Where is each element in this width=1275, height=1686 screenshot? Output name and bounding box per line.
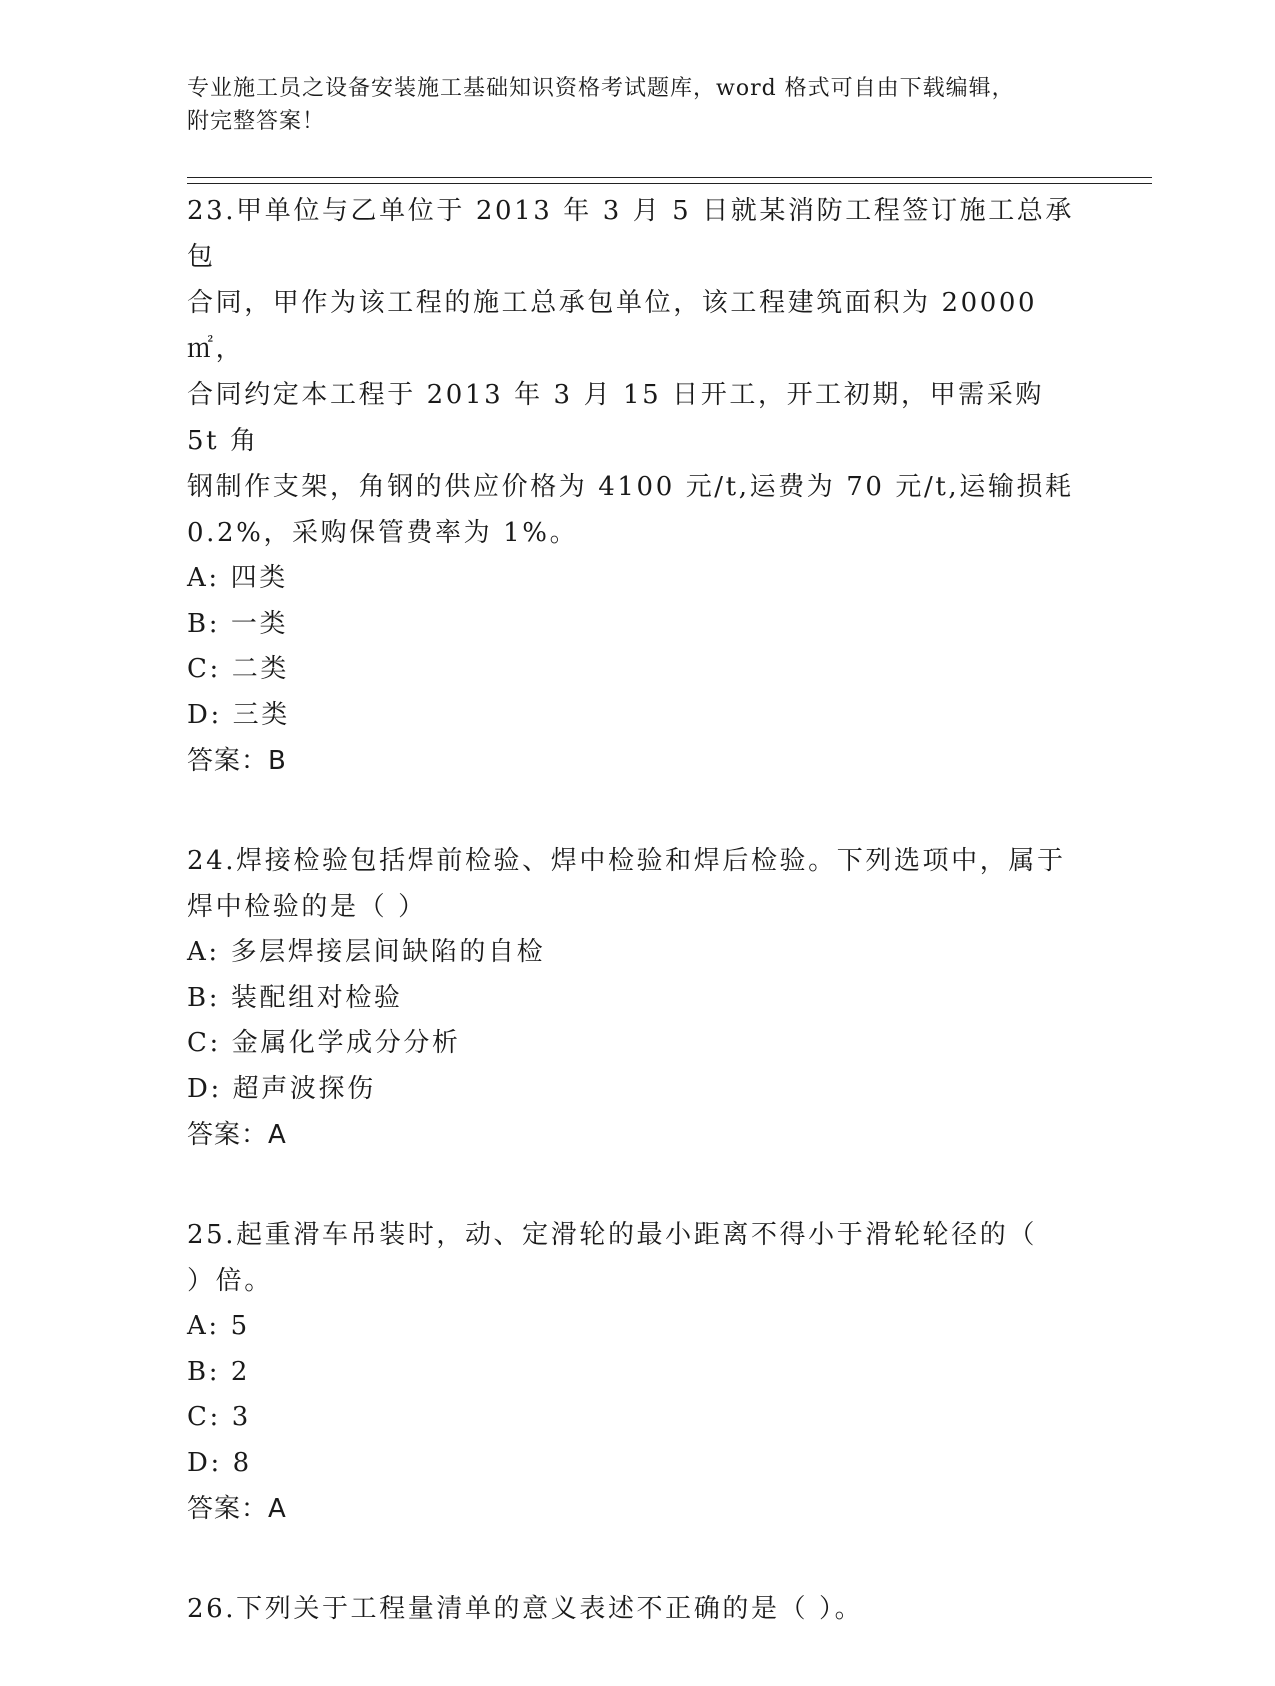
option-list — [187, 930, 1087, 1112]
option-c: C: 二类 — [187, 654, 289, 684]
stem-line: 0.2%，采购保管费率为 1%。 — [187, 518, 579, 548]
option-c: C: 3 — [187, 1402, 251, 1432]
stem-line: 24.焊接检验包括焊前检验、焊中检验和焊后检验。下列选项中，属于 — [187, 846, 1066, 876]
stem-line: ）倍。 — [187, 1266, 273, 1296]
stem-line: 26.下列关于工程量清单的意义表述不正确的是（ ）。 — [187, 1594, 864, 1624]
stem-line: 25.起重滑车吊装时，动、定滑轮的最小距离不得小于滑轮轮径的（ — [187, 1220, 1037, 1250]
stem-line: 23.甲单位与乙单位于 2013 年 3 月 5 日就某消防工程签订施工总承包 — [187, 196, 1074, 272]
stem-line: 合同约定本工程于 2013 年 3 月 15 日开工，开工初期，甲需采购 5t 角 — [187, 380, 1044, 456]
answer-label: 答案： — [187, 1494, 269, 1524]
option-c: C: 金属化学成分分析 — [187, 1028, 461, 1058]
answer-value: A — [268, 1120, 287, 1150]
answer-value: A — [268, 1494, 287, 1524]
option-list — [187, 556, 1087, 738]
option-d: D: 超声波探伤 — [187, 1073, 376, 1104]
option-b: B: 2 — [187, 1356, 251, 1387]
question-26 — [187, 1586, 1087, 1632]
option-b: B: 装配组对检验 — [187, 982, 403, 1013]
stem-line: 合同，甲作为该工程的施工总承包单位，该工程建筑面积为 20000㎡， — [187, 288, 1038, 364]
stem-line: 钢制作支架，角钢的供应价格为 4100 元/t,运费为 70 元/t,运输损耗 — [187, 472, 1074, 502]
header-rule-bottom — [187, 183, 1152, 184]
answer-line — [187, 738, 1087, 784]
question-25 — [187, 1212, 1087, 1532]
document-header — [187, 72, 1077, 138]
question-list — [187, 188, 1087, 1686]
option-d: D: 三类 — [187, 699, 290, 730]
option-a: A: 四类 — [187, 563, 288, 593]
answer-line — [187, 1112, 1087, 1158]
answer-value: B — [268, 746, 287, 776]
answer-line — [187, 1486, 1087, 1532]
header-line-2: 附完整答案！ — [187, 109, 326, 134]
option-b: B: 一类 — [187, 608, 289, 639]
question-stem — [187, 1212, 1087, 1304]
question-stem — [187, 1586, 1087, 1632]
option-list — [187, 1304, 1087, 1486]
question-stem — [187, 838, 1087, 930]
answer-label: 答案： — [187, 1120, 269, 1150]
question-stem — [187, 188, 1087, 556]
stem-line: 焊中检验的是（ ） — [187, 892, 427, 922]
option-d: D: 8 — [187, 1447, 252, 1478]
question-23 — [187, 188, 1087, 784]
question-24 — [187, 838, 1087, 1158]
header-line-1: 专业施工员之设备安装施工基础知识资格考试题库，word 格式可自由下载编辑， — [187, 76, 1015, 101]
answer-label: 答案： — [187, 746, 269, 776]
option-a: A: 多层焊接层间缺陷的自检 — [187, 937, 546, 967]
option-a: A: 5 — [187, 1311, 250, 1341]
header-rule-top — [187, 177, 1152, 178]
